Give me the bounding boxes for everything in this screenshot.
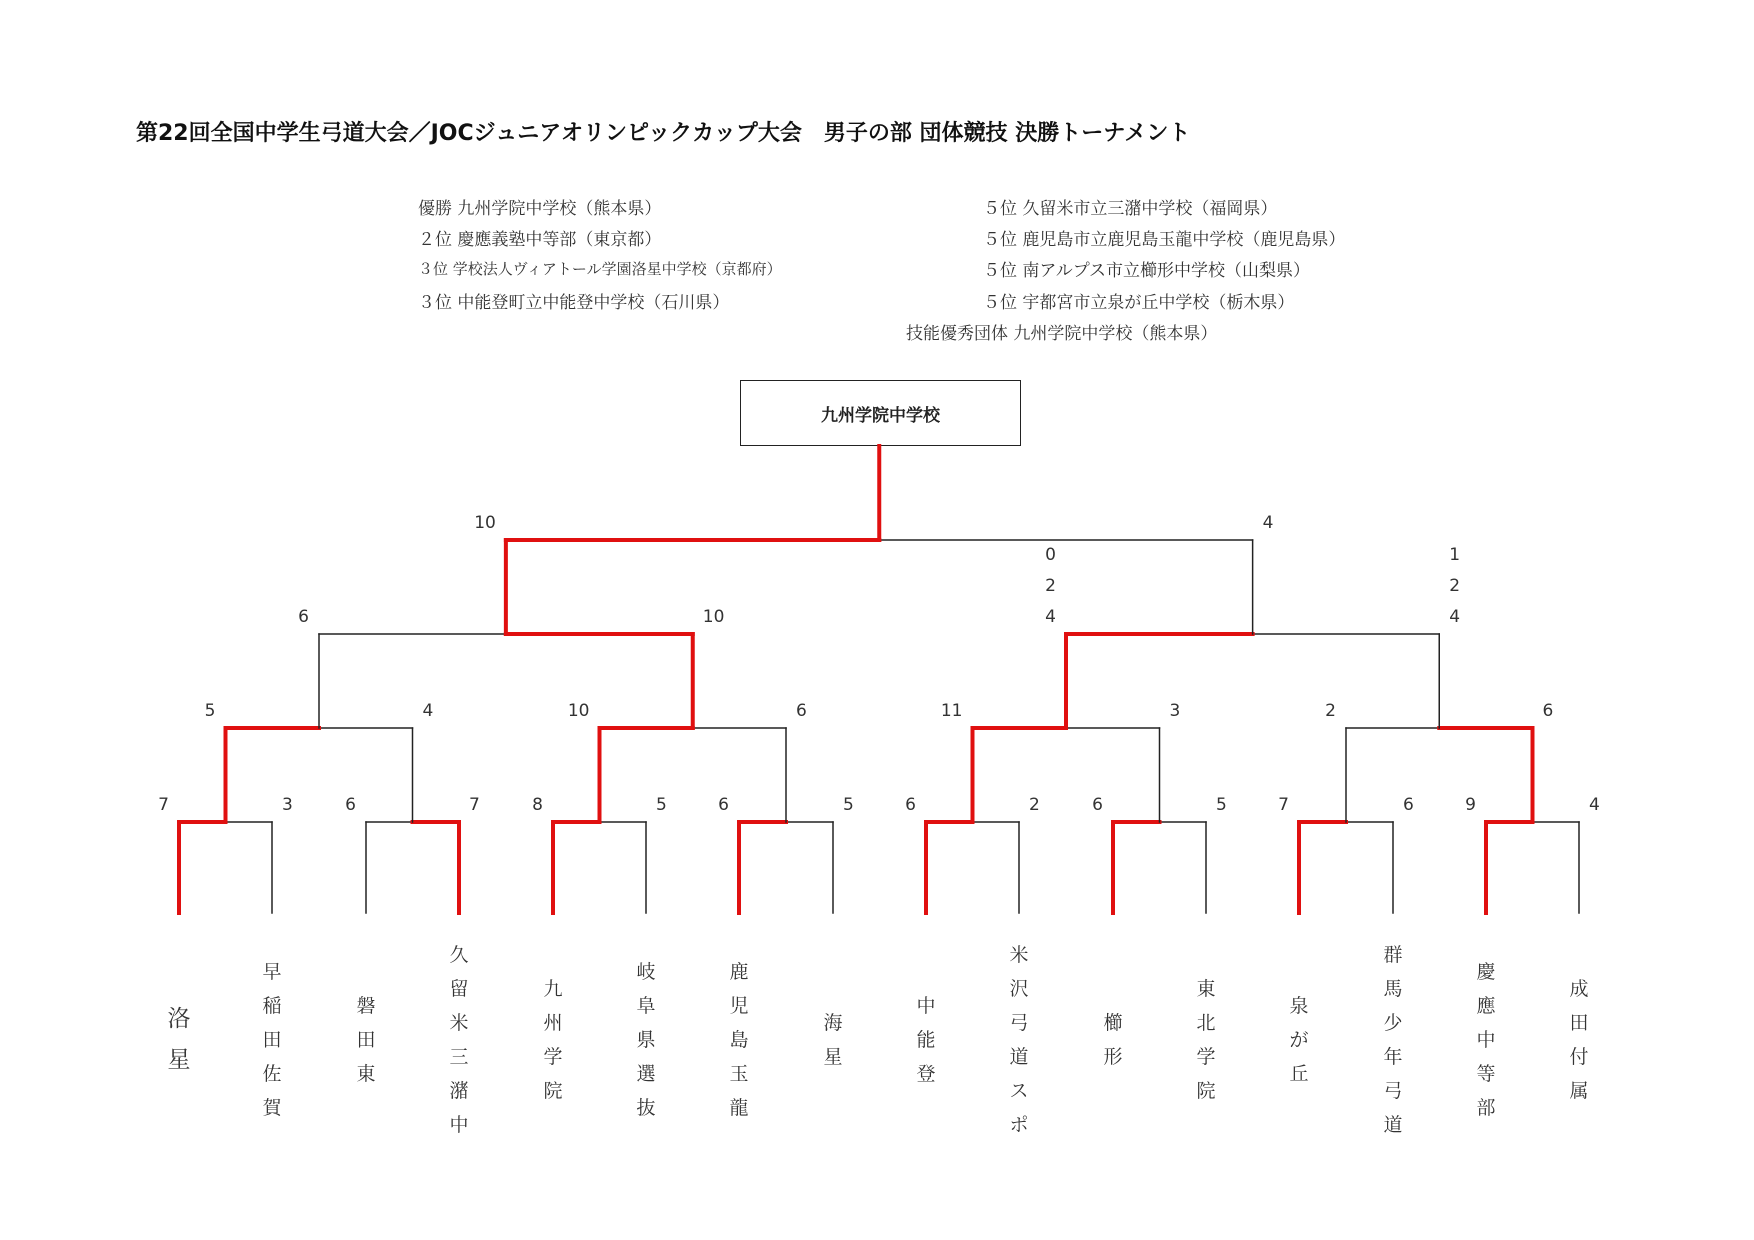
r1-score: 5 [843, 795, 854, 815]
r3-score: 2 [1045, 576, 1056, 596]
r1-score: 6 [345, 795, 356, 815]
result-fifth-3: ５位 南アルプス市立櫛形中学校（山梨県） [983, 261, 1311, 281]
r1-score: 4 [1589, 795, 1600, 815]
team-name: 海星 [823, 1012, 843, 1068]
team-name: 慶應中等部 [1476, 961, 1496, 1119]
r1-score: 6 [1092, 795, 1103, 815]
result-second: ２位 慶應義塾中等部（東京都） [418, 230, 662, 250]
team-name: 九州学院 [543, 978, 563, 1102]
r1-score: 9 [1465, 795, 1476, 815]
r3-score: 10 [702, 607, 725, 627]
r3-score: 1 [1449, 545, 1461, 565]
r2-score: 6 [796, 701, 807, 721]
result-skill-award: 技能優秀団体 九州学院中学校（熊本県） [906, 324, 1218, 344]
team-name: 洛星 [167, 1006, 191, 1073]
r1-score: 6 [1403, 795, 1414, 815]
result-fifth-2: ５位 鹿児島市立鹿児島玉龍中学校（鹿児島県） [983, 230, 1346, 250]
result-third-2: ３位 中能登町立中能登中学校（石川県） [418, 293, 730, 313]
r2-score: 3 [1169, 701, 1181, 721]
r1-score: 6 [718, 795, 729, 815]
r3-score: 6 [298, 607, 309, 627]
r1-score: 7 [1278, 795, 1289, 815]
r2-score: 11 [940, 701, 963, 721]
result-champion: 優勝 九州学院中学校（熊本県） [418, 199, 662, 219]
team-name: 泉が丘 [1289, 995, 1309, 1085]
team-name: 鹿児島玉龍 [729, 961, 749, 1119]
r1-score: 7 [469, 795, 480, 815]
champion-box: 九州学院中学校 [740, 380, 1021, 446]
r3-score: 0 [1045, 545, 1056, 565]
result-fifth-1: ５位 久留米市立三潴中学校（福岡県） [983, 199, 1278, 219]
r3-score: 4 [1045, 607, 1056, 627]
r3-score: 2 [1449, 576, 1461, 596]
final-score: 4 [1262, 513, 1274, 533]
r1-score: 2 [1029, 795, 1040, 815]
r2-score: 6 [1542, 701, 1554, 721]
r2-score: 5 [204, 701, 216, 721]
team-name: 米沢弓道スポ [1009, 944, 1029, 1136]
team-name: 東北学院 [1196, 978, 1216, 1102]
team-name: 磐田東 [356, 995, 376, 1085]
final-score: 10 [474, 513, 496, 533]
team-name: 櫛形 [1103, 1012, 1123, 1068]
r1-score: 3 [282, 795, 293, 815]
result-third-1: ３位 学校法人ヴィアトール学園洛星中学校（京都府） [418, 260, 782, 278]
result-fifth-4: ５位 宇都宮市立泉が丘中学校（栃木県） [983, 293, 1295, 313]
r1-score: 8 [532, 795, 543, 815]
team-name: 岐阜県選抜 [636, 961, 656, 1119]
team-name: 早稲田佐賀 [262, 961, 282, 1119]
team-name: 中能登 [916, 995, 936, 1085]
r1-score: 5 [1216, 795, 1227, 815]
team-name: 成田付属 [1569, 978, 1589, 1102]
r1-score: 7 [158, 795, 169, 815]
r2-score: 4 [422, 701, 434, 721]
r3-score: 4 [1449, 607, 1461, 627]
r1-score: 5 [656, 795, 667, 815]
team-name: 群馬少年弓道 [1383, 944, 1403, 1136]
r1-score: 6 [905, 795, 916, 815]
r2-score: 10 [567, 701, 590, 721]
team-name: 久留米三潴中 [449, 944, 469, 1136]
page-title: 第22回全国中学生弓道大会／JOCジュニアオリンピックカップ大会 男子の部 団体競技 決勝トーナメント [136, 121, 1191, 146]
r2-score: 2 [1325, 701, 1336, 721]
